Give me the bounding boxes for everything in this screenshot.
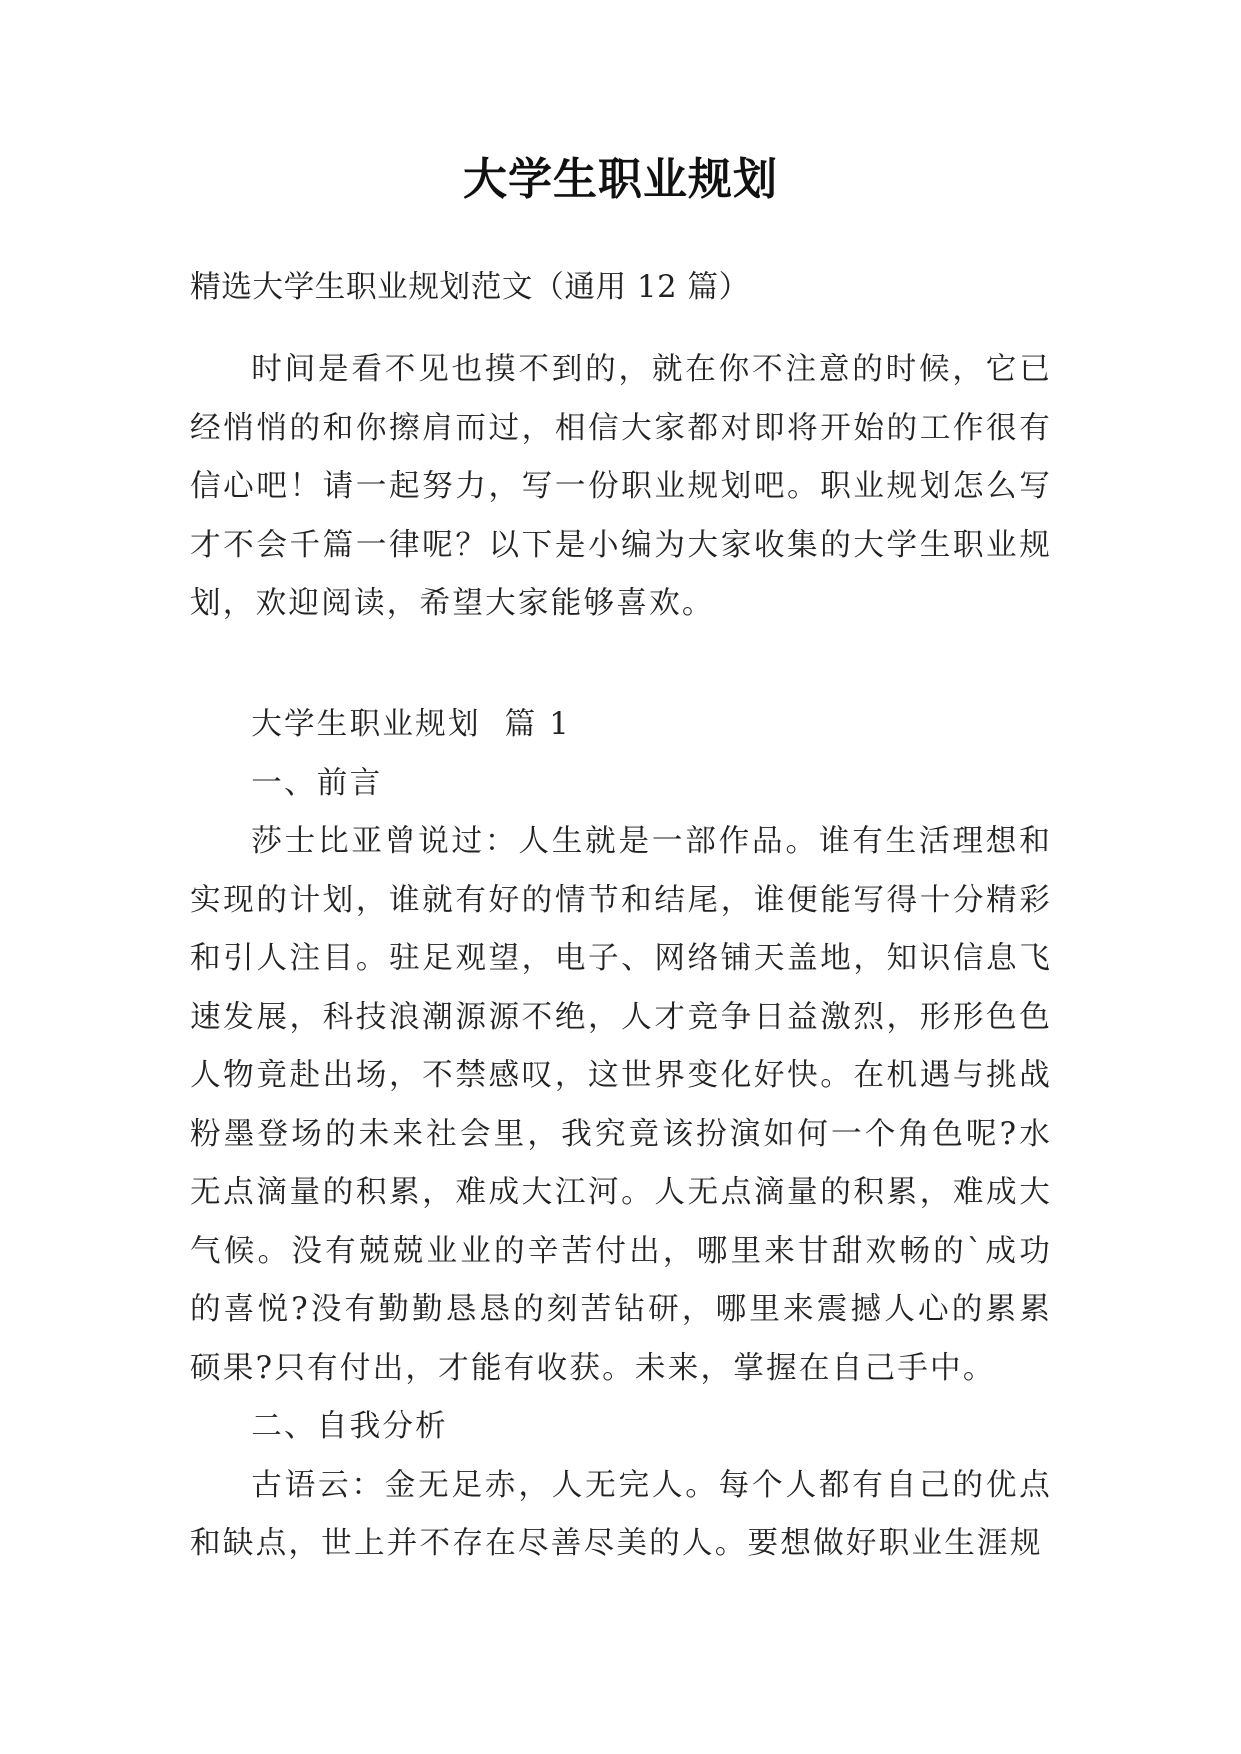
document-subtitle: 精选大学生职业规划范文（通用 12 篇） (190, 270, 750, 305)
preface-paragraph: 莎士比亚曾说过：人生就是一部作品。谁有生活理想和实现的计划，谁就有好的情节和结尾，谁便能写得十分精彩和引人注目。驻足观望，电子、网络铺天盖地，知识信息飞速发展，科技浪潮源源不绝，人才竞争日益激烈，形形色色人物竟赴出场，不禁感叹，这世界变化好快。在机遇与挑战粉墨登场的未来社会里，我究竟该扮演如何一个角色呢?水无点滴量的积累，难成大江河。人无点滴量的积累，难成大气候。没有兢兢业业的辛苦付出，哪里来甘甜欢畅的`成功的喜悦?没有勤勤恳恳的刻苦钻研，哪里来震撼人心的累累硕果?只有付出，才能有收获。未来，掌握在自己手中。 (190, 824, 1052, 1386)
document-title: 大学生职业规划 (463, 154, 778, 205)
intro-paragraph: 时间是看不见也摸不到的，就在你不注意的时候，它已经悄悄的和你擦肩而过，相信大家都对即将开始的工作很有信心吧！请一起努力，写一份职业规划吧。职业规划怎么写才不会千篇一律呢？以下是小编为大家收集的大学生职业规划，欢迎阅读，希望大家能够喜欢。 (190, 352, 1052, 621)
part-heading-preface: 一、前言 (251, 765, 383, 801)
section-heading: 大学生职业规划 篇 1 (251, 707, 571, 742)
section-1 (190, 696, 1052, 1574)
self-analysis-paragraph: 古语云：金无足赤，人无完人。每个人都有自己的优点和缺点，世上并不存在尽善尽美的人。要想做好职业生涯规 (190, 1467, 1052, 1561)
part-heading-self-analysis: 二、自我分析 (251, 1409, 448, 1444)
